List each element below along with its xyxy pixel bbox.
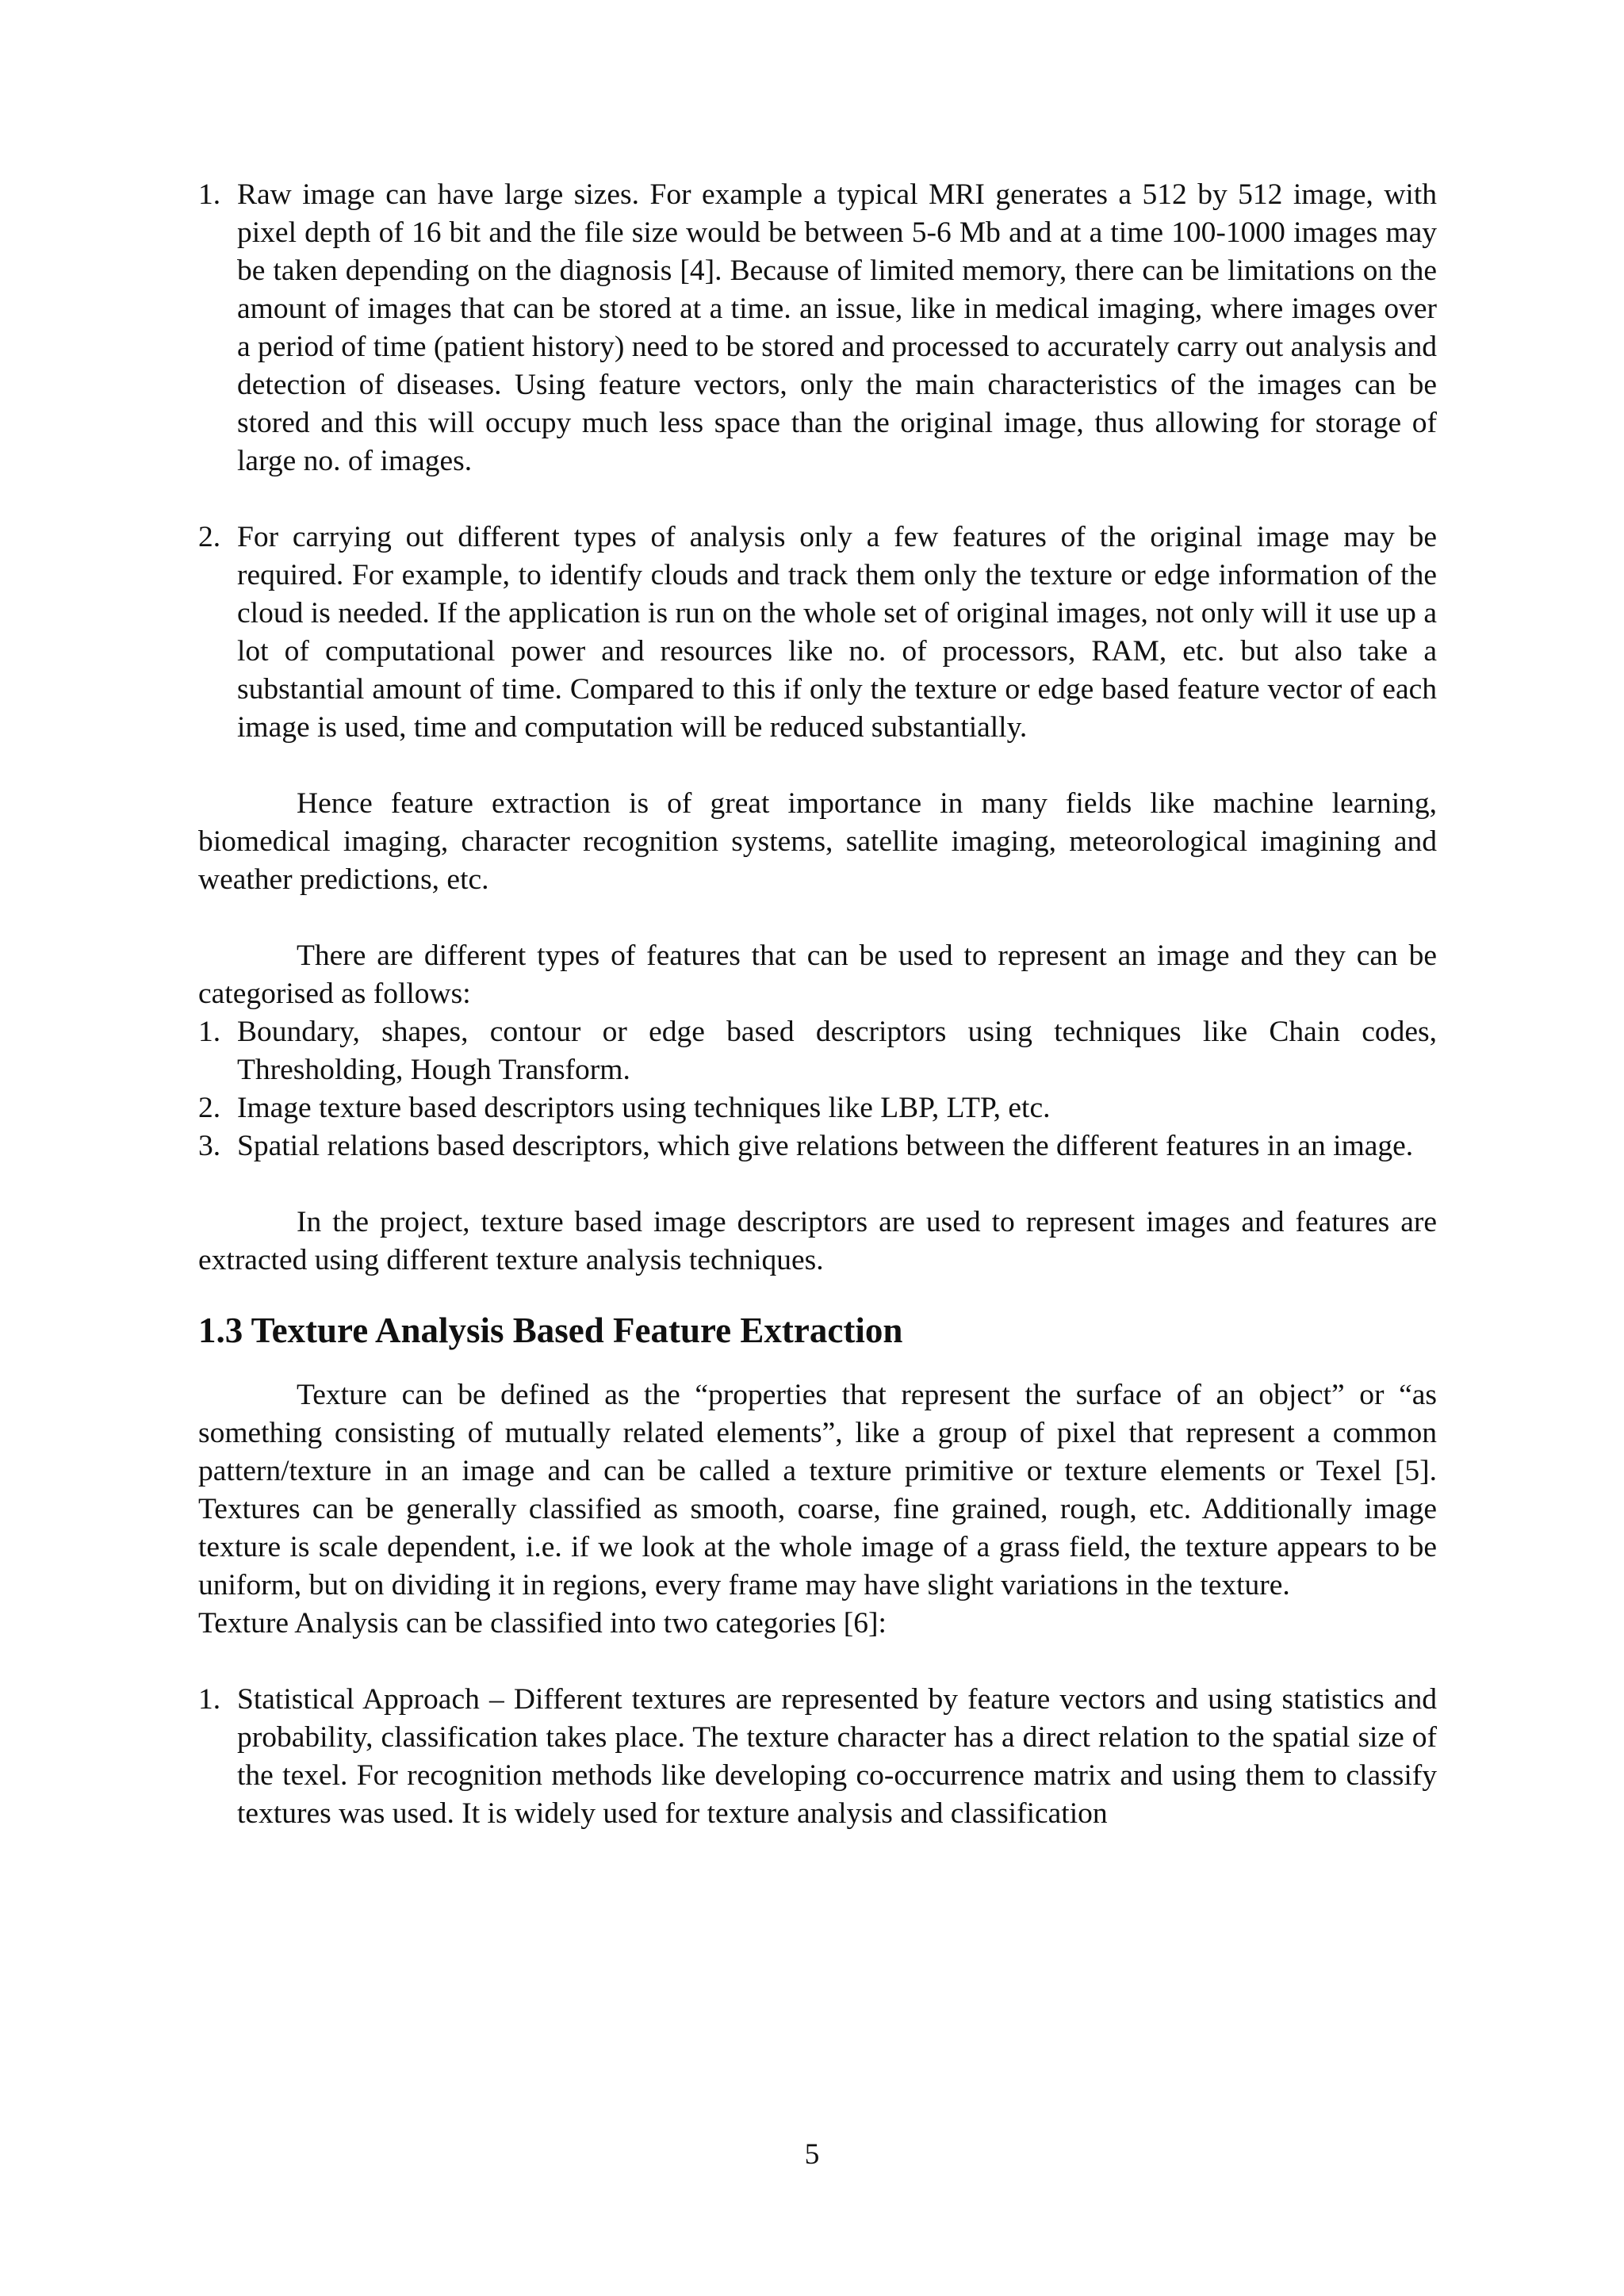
list-item-text: Spatial relations based descriptors, which give relations between the different features in an image.: [237, 1130, 1414, 1162]
paragraph-project: In the project, texture based image descriptors are used to represent images and features are extracted using different texture analysis techniques.: [198, 1206, 1437, 1276]
list-item-text: For carrying out different types of analysis only a few features of the original image may be required. For example, to identify clouds and track them only the texture or edge information of the cloud is needed. If the application is run on the whole set of original images, not only will it use up a lot of computational power and resources like no. of processors, RAM, etc. but also take a substantial amount of time. Compared to this if only the texture or edge based feature vector of each image is used, time and computation will be reduced substantially.: [237, 521, 1437, 744]
paragraph-categories: Texture Analysis can be classified into two categories [6]:: [198, 1607, 887, 1640]
section-heading: 1.3 Texture Analysis Based Feature Extraction: [198, 1311, 903, 1350]
list-item-number: 2.: [198, 521, 221, 553]
list-item-text: Statistical Approach – Different textures are represented by feature vectors and using statistics and probability, classification takes place. The texture character has a direct relation to the spatial size of the texel. For recognition methods like developing co-occurrence matrix and using them to classify textures was used. It is widely used for texture analysis and classification: [237, 1683, 1437, 1830]
list-item-text: Image texture based descriptors using techniques like LBP, LTP, etc.: [237, 1092, 1051, 1124]
list-item-number: 2.: [198, 1092, 221, 1124]
page-content: [198, 176, 1437, 1833]
list-item-text: Boundary, shapes, contour or edge based descriptors using techniques like Chain codes, Thresholding, Hough Transform.: [237, 1016, 1437, 1086]
paragraph-texture-definition: Texture can be defined as the “properties that represent the surface of an object” or “as something consisting of mutually related elements”, like a group of pixel that represent a common pattern/texture in an image and can be called a texture primitive or texture elements or Texel [5]. Textures can be generally classified as smooth, coarse, fine grained, rough, etc. Additionally image texture is scale dependent, i.e. if we look at the whole image of a grass field, the texture appears to be uniform, but on dividing it in regions, every frame may have slight variations in the texture.: [198, 1379, 1437, 1601]
list-item: [198, 1013, 1437, 1089]
storage-reasons-list: [198, 176, 1437, 747]
texture-analysis-list: [198, 1681, 1437, 1833]
list-item: [198, 176, 1437, 480]
descriptor-types-list: [198, 1013, 1437, 1165]
list-item: [198, 1681, 1437, 1833]
list-item-number: 3.: [198, 1130, 221, 1162]
list-item-number: 1.: [198, 1016, 221, 1048]
list-item-text: Raw image can have large sizes. For example a typical MRI generates a 512 by 512 image, with pixel depth of 16 bit and the file size would be between 5-6 Mb and at a time 100-1000 images may be taken depending on the diagnosis [4]. Because of limited memory, there can be limitations on the amount of images that can be stored at a time. an issue, like in medical imaging, where images over a period of time (patient history) need to be stored and processed to accurately carry out analysis and detection of diseases. Using feature vectors, only the main characteristics of the images can be stored and this will occupy much less space than the original image, thus allowing for storage of large no. of images.: [237, 178, 1438, 477]
list-item: [198, 1127, 1437, 1165]
paragraph-hence: Hence feature extraction is of great importance in many fields like machine learning, biomedical imaging, character recognition systems, satellite imaging, meteorological imagining and weather predictions, etc.: [198, 787, 1437, 896]
paragraph-feature-types: There are different types of features that can be used to represent an image and they can be categorised as follows:: [198, 939, 1437, 1010]
page-number: 5: [804, 2138, 820, 2171]
list-item: [198, 519, 1437, 747]
list-item: [198, 1089, 1437, 1127]
list-item-number: 1.: [198, 1683, 221, 1716]
list-item-number: 1.: [198, 178, 221, 211]
